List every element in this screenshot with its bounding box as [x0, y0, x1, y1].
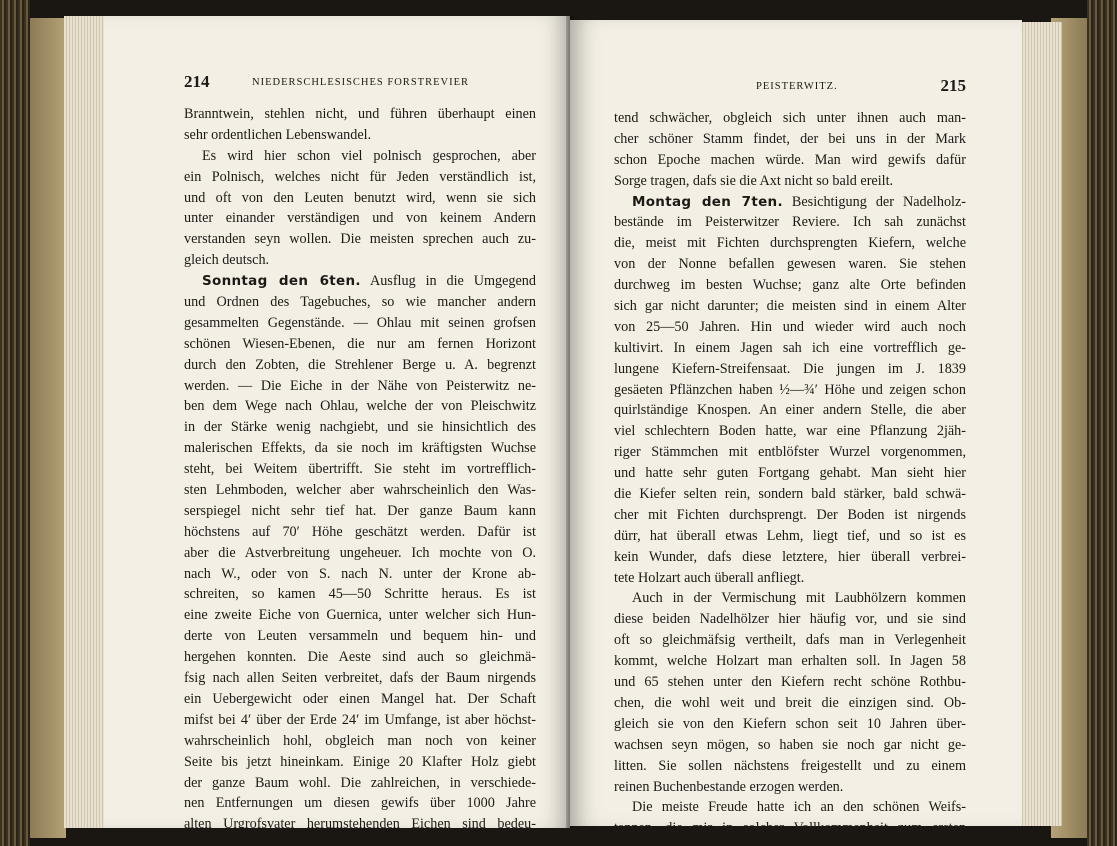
text-line [614, 421, 966, 442]
line-text: der ganze Baum wohl. Die zahlreichen, in verschiede- [184, 774, 536, 791]
line-text: sehr ordentlichen Lebenswandel. [184, 126, 372, 143]
right-page [570, 20, 1022, 837]
text-line [184, 104, 536, 125]
text-line [614, 212, 966, 233]
line-text: fsig nach allen Seiten verbreitet, dafs der Baum nirgends [184, 670, 536, 687]
text-line [614, 797, 966, 818]
line-text: nach W., oder von S. nach N. unter der Krone ab- [184, 565, 536, 582]
line-text: Es wird hier schon viel polnisch gesprochen, aber [202, 147, 536, 164]
line-text: kommt, welche Holzart man erhalten soll. In Jagen 58 [614, 653, 966, 670]
text-line [184, 417, 536, 438]
text-line [614, 129, 966, 150]
line-text: durchweg im besten Wuchse; ganz alte Orte befinden [614, 277, 966, 294]
text-line [184, 167, 536, 188]
line-text: ein Uebergewicht oder einen Mangel hat. Der Schaft [184, 690, 536, 707]
text-line [614, 526, 966, 547]
line-text: eine zweite Eiche von Guernica, unter welcher sich Hun- [184, 607, 536, 624]
text-line [184, 773, 536, 794]
line-text: Branntwein, stehlen nicht, und führen überhaupt einen [184, 106, 536, 122]
text-line [184, 459, 536, 480]
line-text: ein Polnisch, welches nicht für Jeden verständlich ist, [184, 168, 536, 185]
page-number: 214 [184, 72, 210, 91]
line-text: sich gar nicht darunter; die meisten sind in einem Alter [614, 298, 966, 315]
line-text: wahrscheinlich hohl, obgleich man noch von keiner [184, 732, 536, 749]
text-line [614, 338, 966, 359]
line-text: kultivirt. In einem Jagen sah ich eine vortrefflich ge- [614, 339, 966, 356]
text-line [184, 584, 536, 605]
text-line [614, 275, 966, 296]
line-text: unter einander verständigen und von keinem Andern [184, 210, 536, 227]
text-line [184, 229, 536, 250]
line-text: die, meist mit Fichten durchsprengten Kiefern, welche [614, 235, 966, 252]
running-head: PEISTERWITZ. [756, 81, 838, 92]
text-line [614, 380, 966, 401]
text-line [184, 334, 536, 355]
line-text: serspiegel nicht sehr tief hat. Der ganze Baum kann [184, 502, 536, 519]
line-text: gesammelten Gegenstände. — Ohlau mit seinen grofsen [184, 314, 536, 331]
line-text: tend schwächer, obgleich sich unter ihnen auch man- [614, 110, 966, 126]
text-line [184, 188, 536, 209]
line-text: ben dem Wege nach Ohlau, welche der von Pleischwitz [184, 398, 536, 415]
line-text: schreiten, so kamen 45—50 Schritte heraus. Es ist [184, 586, 536, 603]
text-line [184, 376, 536, 397]
line-text: cher mit Fichten durchsprengt. Der Boden ist nirgends [614, 506, 966, 523]
line-text: litten. Sie sollen nächstens freigestellt und zu einem [614, 757, 966, 774]
text-line [614, 233, 966, 254]
text-line [614, 171, 966, 192]
line-text: malerischen Effekts, da sie noch im kräftigsten Wuchse [184, 440, 536, 457]
line-text: Die meiste Freude hatte ich an den schönen Weifs- [632, 799, 966, 816]
day-heading: Montag den 7ten. [632, 193, 783, 210]
text-line [614, 400, 966, 421]
text-line [184, 814, 536, 835]
day-heading: Sonntag den 6ten. [202, 273, 361, 290]
page-stack-right [1020, 22, 1062, 826]
text-line [184, 647, 536, 668]
text-line [184, 522, 536, 543]
text-line [184, 710, 536, 731]
left-page [104, 16, 570, 833]
line-text: in der Stärke wenig nachgiebt, und sie hinsichtlich des [184, 419, 536, 436]
text-line [614, 484, 966, 505]
page-number: 215 [940, 76, 966, 95]
line-text: von 25—50 Jahren. Hin und wieder wird auch noch [614, 318, 966, 335]
text-line [614, 588, 966, 609]
line-text: schon Epoche machen würde. Man wird gewifs dafür [614, 151, 966, 168]
text-line [614, 150, 966, 171]
line-text: sten Lehmboden, welcher aber wahrscheinlich den Was- [184, 482, 536, 499]
entry-heading-line [184, 271, 536, 292]
line-text: diese beiden Nadelhölzer hier häufig vor, und sie sind [614, 611, 966, 628]
line-text: nen Entfernungen um diesen gewifs über 1000 Jahre [184, 795, 536, 812]
line-text: quirlständige Knospen. An einer andern Stelle, die aber [614, 402, 966, 419]
entry-heading-line [614, 192, 966, 213]
text-line [184, 396, 536, 417]
text-line [184, 626, 536, 647]
line-text: und hatte sehr guten Fortgang gehabt. Man sieht hier [614, 465, 966, 482]
book-cover-left [30, 18, 66, 838]
line-text: aber die Astverbreitung ungeheuer. Ich mochte von O. [184, 544, 536, 561]
text-line [184, 313, 536, 334]
text-line [614, 568, 966, 589]
text-line [184, 208, 536, 229]
text-line [184, 292, 536, 313]
line-text: oft so gleichmäfsig vertheilt, dafs man in Verlegenheit [614, 632, 966, 649]
text-line [184, 605, 536, 626]
line-text: gesäeten Pflänzchen haben ½—¾′ Höhe und zeigen schon [614, 381, 966, 398]
line-text: tannen, die mir in solcher Vollkommenheit zum ersten [614, 820, 966, 837]
text-line [614, 108, 966, 129]
text-line [614, 672, 966, 693]
right-page-body [614, 108, 966, 839]
line-text: werden. — Die Eiche in der Nähe von Peisterwitz ne- [184, 377, 536, 394]
line-text: und Ordnen des Tagebuches, so wie mancher andern [184, 294, 536, 311]
line-text: höchstens auf 70′ Höhe geschätzt werden. Dafür ist [184, 523, 536, 540]
text-line [184, 668, 536, 689]
text-line [614, 317, 966, 338]
text-line [184, 689, 536, 710]
line-text: Besichtigung der Nadelholz- [791, 193, 966, 210]
line-text: tete Holzart auch überall anfliegt. [614, 569, 805, 586]
line-text: riger Stämmchen mit entblöfster Wurzel vorgenommen, [614, 444, 966, 461]
text-line [614, 296, 966, 317]
text-line [184, 146, 536, 167]
text-line [184, 752, 536, 773]
running-head: NIEDERSCHLESISCHES FORSTREVIER [252, 77, 469, 88]
book-edge-left [0, 0, 30, 846]
line-text: derte von Leuten versammeln und bequem hin- und [184, 628, 536, 645]
left-page-body [184, 104, 536, 835]
text-line [184, 564, 536, 585]
line-text: gleich sie von den Kiefern schon seit 10 Jahren über- [614, 715, 966, 732]
line-text: viel schlechtern Boden hatte, war eine Pflanzung 2jäh- [614, 423, 966, 440]
line-text: von der Nonne befallen gewesen waren. Sie stehen [614, 256, 966, 273]
line-text: alten Urgrofsvater herumstehenden Eichen sind bedeu- [184, 816, 536, 833]
line-text: verstanden seyn wollen. Die meisten sprechen auch zu- [184, 231, 536, 248]
line-text: Ausflug in die Umgegend [369, 273, 536, 290]
line-text: steht, bei Weitem übertrifft. Sie steht im vortrefflich- [184, 461, 536, 478]
text-line [614, 359, 966, 380]
text-line [614, 693, 966, 714]
line-text: mifst bei 4′ über der Erde 24′ im Umfange, ist aber höchst- [184, 711, 536, 728]
text-line [184, 501, 536, 522]
line-text: schönen Wiesen-Ebenen, die nur am fernen Horizont [184, 335, 536, 352]
text-line [184, 480, 536, 501]
text-line [184, 438, 536, 459]
text-line [614, 714, 966, 735]
text-line [614, 818, 966, 839]
line-text: gleich deutsch. [184, 252, 270, 269]
text-line [184, 125, 536, 146]
left-page-header [184, 72, 536, 96]
text-line [614, 756, 966, 777]
line-text: Seite bis jetzt hineinkam. Einige 20 Klafter Holz giebt [184, 753, 536, 770]
text-line [614, 735, 966, 756]
text-line [614, 651, 966, 672]
line-text: hergehen konnten. Die Aeste sind auch so gleichmä- [184, 649, 536, 666]
text-line [184, 355, 536, 376]
text-line [614, 505, 966, 526]
line-text: Auch in der Vermischung mit Laubhölzern kommen [632, 590, 966, 607]
line-text: kein Wunder, dafs diese letztere, hier überall verbrei- [614, 548, 966, 565]
line-text: dürr, hat überall etwas Lehm, liegt tief, und so ist es [614, 527, 966, 544]
line-text: chen, die wohl weit und breit die einzigen sind. Ob- [614, 694, 966, 711]
text-line [614, 463, 966, 484]
line-text: die Kiefer selten rein, sondern bald stärker, bald schwä- [614, 486, 966, 503]
line-text: bestände im Peisterwitzer Reviere. Ich sah zunächst [614, 214, 966, 231]
line-text: reinen Buchenbestande erzogen werden. [614, 778, 844, 795]
line-text: durch den Zobten, die Strehlener Berge u. A. begrenzt [184, 356, 536, 373]
line-text: und oft von den Leuten benutzt wird, wenn sie sich [184, 189, 536, 206]
text-line [614, 547, 966, 568]
line-text: wachsen seyn mögen, so haben sie noch gar nicht ge- [614, 736, 966, 753]
text-line [184, 250, 536, 271]
text-line [614, 609, 966, 630]
line-text: und 65 stehen unter den Kiefern recht schöne Rothbu- [614, 674, 966, 691]
page-stack-left [64, 16, 108, 828]
text-line [614, 254, 966, 275]
text-line [614, 630, 966, 651]
text-line [184, 543, 536, 564]
line-text: lungene Kiefern-Streifensaat. Die jungen im J. 1839 [614, 360, 966, 377]
text-line [614, 442, 966, 463]
text-line [184, 731, 536, 752]
text-line [184, 793, 536, 814]
book-edge-right [1087, 0, 1117, 846]
text-line [614, 777, 966, 798]
line-text: Sorge tragen, dafs sie die Axt nicht so bald ereilt. [614, 172, 894, 189]
line-text: cher schöner Stamm findet, der bei uns in der Mark [614, 130, 966, 147]
right-page-header [614, 76, 966, 100]
